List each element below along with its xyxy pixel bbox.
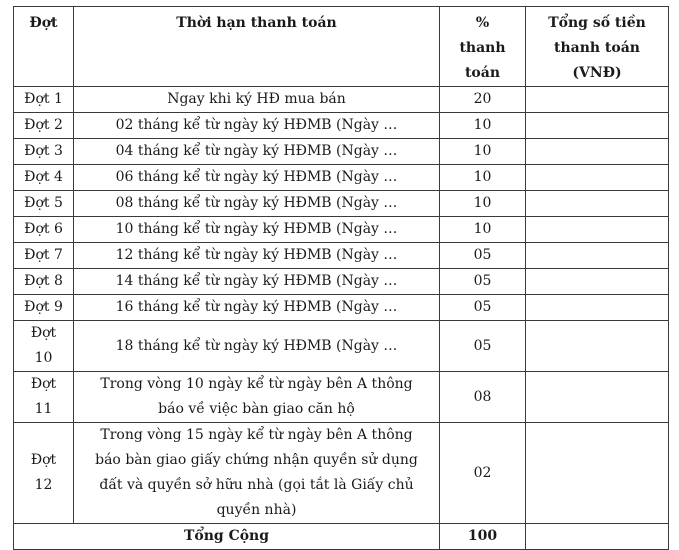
payment-schedule-table: [13, 6, 669, 550]
header-total-amount: Tổng số tiền thanh toán (VNĐ): [526, 7, 669, 87]
cell-percent: 10: [440, 165, 526, 191]
cell-dot: Đợt 11: [14, 372, 74, 423]
cell-dot: Đợt 3: [14, 139, 74, 165]
cell-amount: [526, 243, 669, 269]
table-footer: [14, 524, 669, 550]
cell-dot: Đợt 12: [14, 423, 74, 524]
cell-payment-term: 16 tháng kể từ ngày ký HĐMB (Ngày …: [74, 295, 440, 321]
header-row: [14, 7, 669, 87]
cell-payment-term: Trong vòng 10 ngày kể từ ngày bên A thông báo về việc bàn giao căn hộ: [74, 372, 440, 423]
cell-percent: 05: [440, 269, 526, 295]
table-row: [14, 191, 669, 217]
cell-dot: Đợt 5: [14, 191, 74, 217]
cell-payment-term: Ngay khi ký HĐ mua bán: [74, 87, 440, 113]
cell-percent: 10: [440, 217, 526, 243]
cell-percent: 10: [440, 139, 526, 165]
table-row: [14, 165, 669, 191]
table-row: [14, 321, 669, 372]
table-row: [14, 295, 669, 321]
table-row: [14, 113, 669, 139]
cell-dot: Đợt 4: [14, 165, 74, 191]
cell-percent: 05: [440, 321, 526, 372]
cell-amount: [526, 295, 669, 321]
table-body: [14, 87, 669, 524]
cell-amount: [526, 269, 669, 295]
cell-percent: 10: [440, 191, 526, 217]
cell-percent: 02: [440, 423, 526, 524]
cell-payment-term: 06 tháng kể từ ngày ký HĐMB (Ngày …: [74, 165, 440, 191]
cell-payment-term: Trong vòng 15 ngày kể từ ngày bên A thông báo bàn giao giấy chứng nhận quyền sử dụng đất và quyền sở hữu nhà (gọi tắt là Giấy chủ quyền nhà): [74, 423, 440, 524]
total-label: Tổng Cộng: [14, 524, 440, 550]
cell-dot: Đợt 1: [14, 87, 74, 113]
cell-dot: Đợt 6: [14, 217, 74, 243]
total-percent: 100: [440, 524, 526, 550]
table-row: [14, 423, 669, 524]
cell-dot: Đợt 10: [14, 321, 74, 372]
table-row: [14, 372, 669, 423]
cell-percent: 20: [440, 87, 526, 113]
table-row: [14, 269, 669, 295]
cell-percent: 08: [440, 372, 526, 423]
cell-amount: [526, 423, 669, 524]
cell-amount: [526, 87, 669, 113]
cell-payment-term: 02 tháng kể từ ngày ký HĐMB (Ngày …: [74, 113, 440, 139]
cell-amount: [526, 217, 669, 243]
cell-payment-term: 12 tháng kể từ ngày ký HĐMB (Ngày …: [74, 243, 440, 269]
total-row: [14, 524, 669, 550]
total-amount: [526, 524, 669, 550]
table-header: [14, 7, 669, 87]
cell-dot: Đợt 8: [14, 269, 74, 295]
cell-payment-term: 08 tháng kể từ ngày ký HĐMB (Ngày …: [74, 191, 440, 217]
cell-percent: 05: [440, 243, 526, 269]
table-row: [14, 243, 669, 269]
cell-payment-term: 18 tháng kể từ ngày ký HĐMB (Ngày …: [74, 321, 440, 372]
header-dot: Đợt: [14, 7, 74, 87]
cell-dot: Đợt 2: [14, 113, 74, 139]
cell-amount: [526, 113, 669, 139]
cell-percent: 10: [440, 113, 526, 139]
table-row: [14, 139, 669, 165]
table-row: [14, 217, 669, 243]
cell-percent: 05: [440, 295, 526, 321]
cell-dot: Đợt 7: [14, 243, 74, 269]
cell-payment-term: 04 tháng kể từ ngày ký HĐMB (Ngày …: [74, 139, 440, 165]
cell-amount: [526, 372, 669, 423]
table-row: [14, 87, 669, 113]
header-payment-percent: % thanh toán: [440, 7, 526, 87]
cell-amount: [526, 139, 669, 165]
cell-amount: [526, 165, 669, 191]
cell-amount: [526, 321, 669, 372]
header-payment-term: Thời hạn thanh toán: [74, 7, 440, 87]
cell-payment-term: 10 tháng kể từ ngày ký HĐMB (Ngày …: [74, 217, 440, 243]
cell-payment-term: 14 tháng kể từ ngày ký HĐMB (Ngày …: [74, 269, 440, 295]
cell-dot: Đợt 9: [14, 295, 74, 321]
cell-amount: [526, 191, 669, 217]
